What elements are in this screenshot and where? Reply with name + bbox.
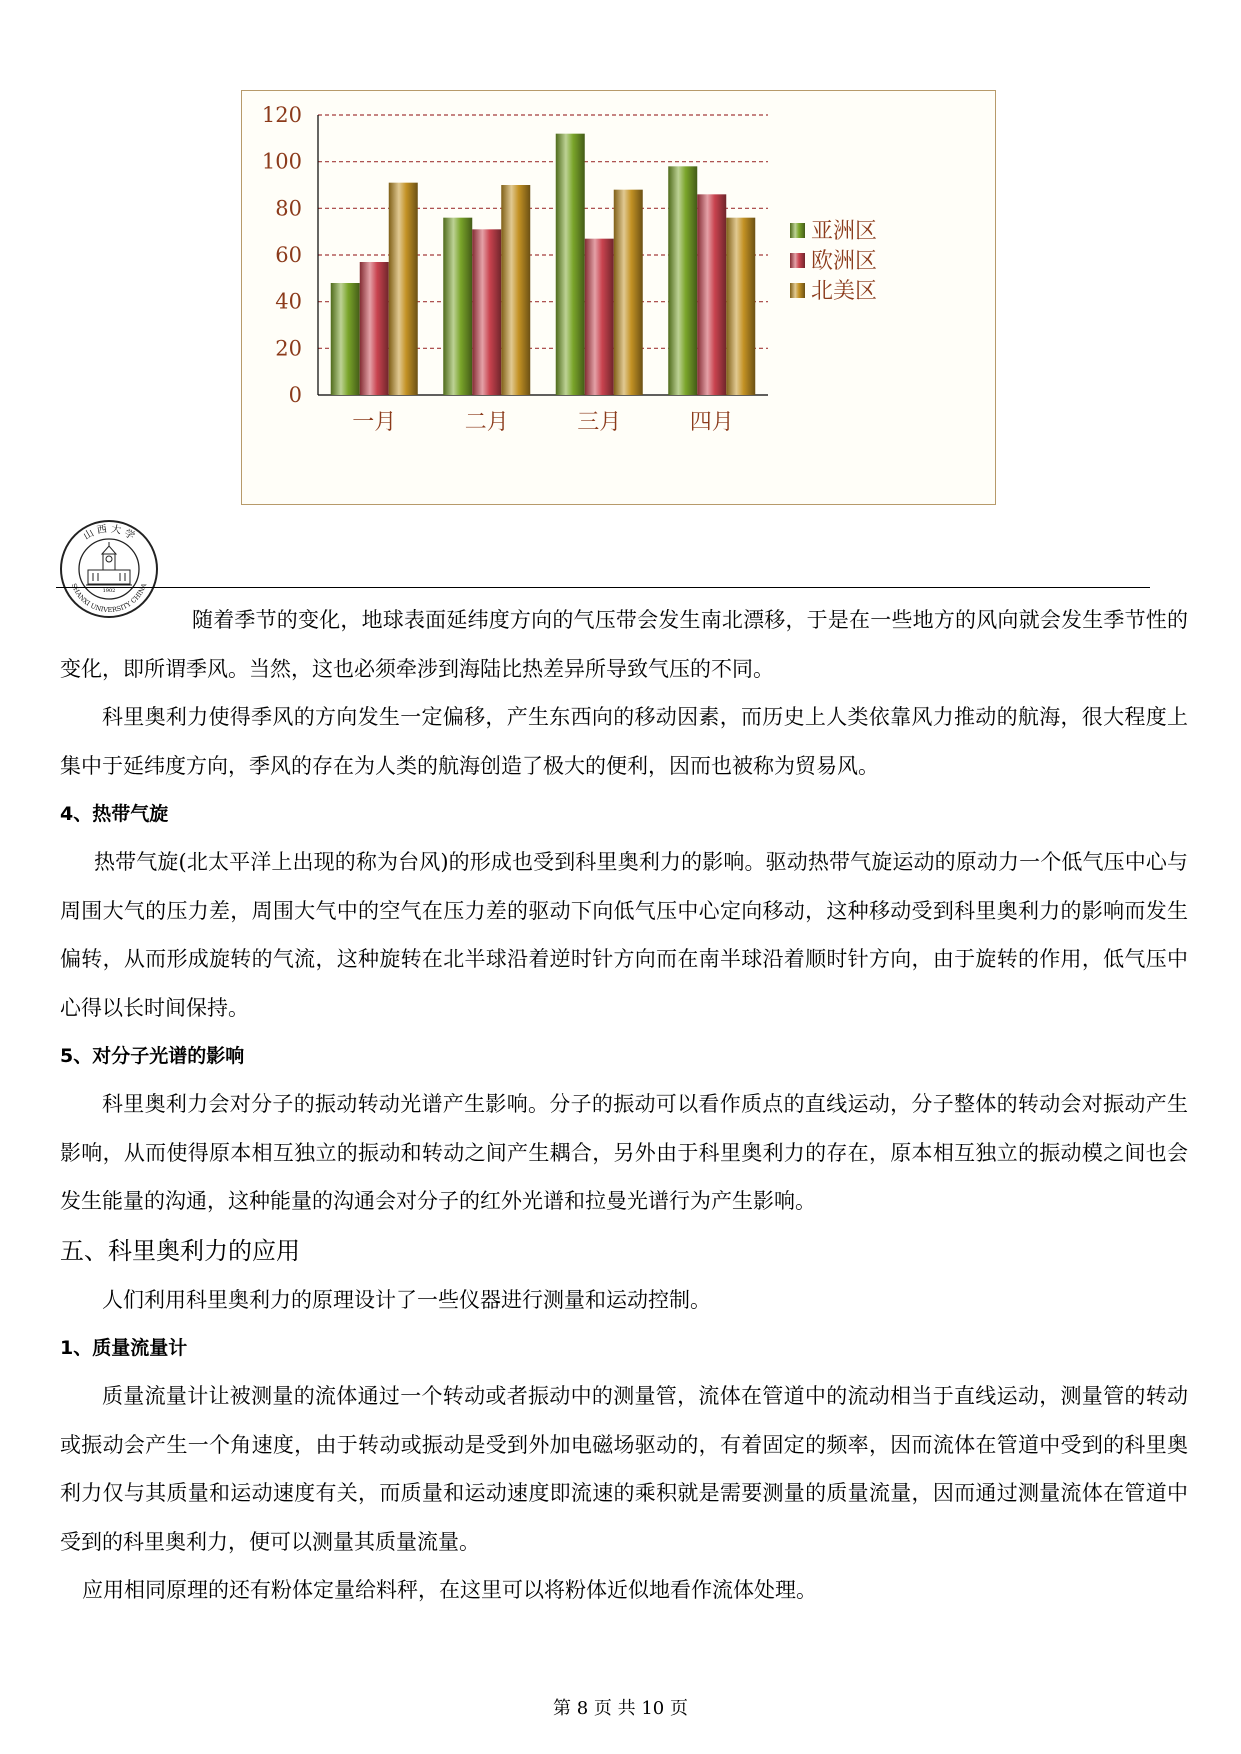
bar bbox=[472, 229, 501, 395]
page-footer: 第 8 页 共 10 页 bbox=[553, 1698, 688, 1719]
x-tick-label: 四月 bbox=[689, 410, 734, 435]
legend-label: 欧洲区 bbox=[811, 249, 878, 274]
legend-label: 北美区 bbox=[811, 279, 878, 304]
section-heading: 4、热带气旋 bbox=[60, 803, 169, 825]
y-tick-label: 80 bbox=[275, 196, 302, 221]
y-tick-label: 60 bbox=[275, 243, 302, 267]
bar-chart-svg bbox=[242, 91, 997, 506]
paragraph: 热带气旋(北太平洋上出现的称为台风)的形成也受到科里奥利力的影响。驱动热带气旋运动的原动力一个低气压中心与周围大气的压力差，周围大气中的空气在压力差的驱动下向低气压中心定向移动，这种移动受到科里奥利力的影响而发生偏转，从而形成旋转的气流，这种旋转在北半球沿着逆时针方向而在南半球沿着顺时针方向，由于旋转的作用，低气压中心得以长时间保持。 bbox=[60, 850, 1188, 1020]
paragraph: 随着季节的变化，地球表面延纬度方向的气压带会发生南北漂移，于是在一些地方的风向就会发生季节性的变化，即所谓季风。当然，这也必须牵涉到海陆比热差异所导致气压的不同。 bbox=[60, 608, 1188, 681]
paragraph: 应用相同原理的还有粉体定量给料秤，在这里可以将粉体近似地看作流体处理。 bbox=[82, 1578, 817, 1602]
document-body bbox=[60, 596, 1188, 1615]
bar bbox=[556, 134, 585, 395]
bar bbox=[389, 183, 418, 395]
seal-bottom-text: SHANXI UNIVERSITY CHINA bbox=[69, 582, 149, 615]
bar bbox=[614, 190, 643, 395]
y-tick-label: 40 bbox=[275, 289, 302, 314]
x-tick-label: 二月 bbox=[464, 410, 509, 435]
bar bbox=[501, 185, 530, 395]
bar bbox=[331, 283, 360, 395]
legend-swatch bbox=[790, 283, 805, 298]
seal-year: 1902 bbox=[102, 588, 116, 594]
legend-swatch bbox=[790, 223, 805, 238]
paragraph: 科里奥利力使得季风的方向发生一定偏移，产生东西向的移动因素，而历史上人类依靠风力推动的航海，很大程度上集中于延纬度方向，季风的存在为人类的航海创造了极大的便利，因而也被称为贸易风。 bbox=[60, 705, 1188, 778]
legend-swatch bbox=[790, 253, 805, 268]
paragraph: 质量流量计让被测量的流体通过一个转动或者振动中的测量管，流体在管道中的流动相当于直线运动，测量管的转动或振动会产生一个角速度，由于转动或振动是受到外加电磁场驱动的，有着固定的频率，因而流体在管道中受到的科里奥利力仅与其质量和运动速度有关，而质量和运动速度即流速的乘积就是需要测量的质量流量，因而通过测量流体在管道中受到的科里奥利力，便可以测量其质量流量。 bbox=[60, 1384, 1188, 1554]
bar bbox=[360, 262, 389, 395]
x-tick-label: 一月 bbox=[352, 410, 397, 435]
section-heading: 1、质量流量计 bbox=[60, 1337, 188, 1359]
y-tick-label: 20 bbox=[275, 336, 302, 361]
y-tick-label: 0 bbox=[288, 383, 302, 407]
legend-label: 亚洲区 bbox=[811, 219, 878, 244]
bar bbox=[726, 218, 755, 395]
x-tick-label: 三月 bbox=[577, 410, 622, 435]
bar bbox=[443, 218, 472, 395]
bar-chart bbox=[241, 90, 996, 505]
bar bbox=[585, 239, 614, 395]
seal-top-text: 山 西 大 学 bbox=[81, 523, 137, 543]
y-tick-label: 100 bbox=[261, 149, 302, 174]
bar bbox=[697, 194, 726, 395]
section-heading: 五、科里奥利力的应用 bbox=[60, 1236, 300, 1265]
header-rule bbox=[56, 587, 1150, 588]
paragraph: 科里奥利力会对分子的振动转动光谱产生影响。分子的振动可以看作质点的直线运动，分子整体的转动会对振动产生影响，从而使得原本相互独立的振动和转动之间产生耦合，另外由于科里奥利力的存在，原本相互独立的振动模之间也会发生能量的沟通，这种能量的沟通会对分子的红外光谱和拉曼光谱行为产生影响。 bbox=[60, 1092, 1188, 1213]
paragraph: 人们利用科里奥利力的原理设计了一些仪器进行测量和运动控制。 bbox=[102, 1287, 711, 1312]
section-heading: 5、对分子光谱的影响 bbox=[60, 1045, 245, 1067]
y-tick-label: 120 bbox=[261, 103, 302, 127]
bar bbox=[668, 166, 697, 395]
